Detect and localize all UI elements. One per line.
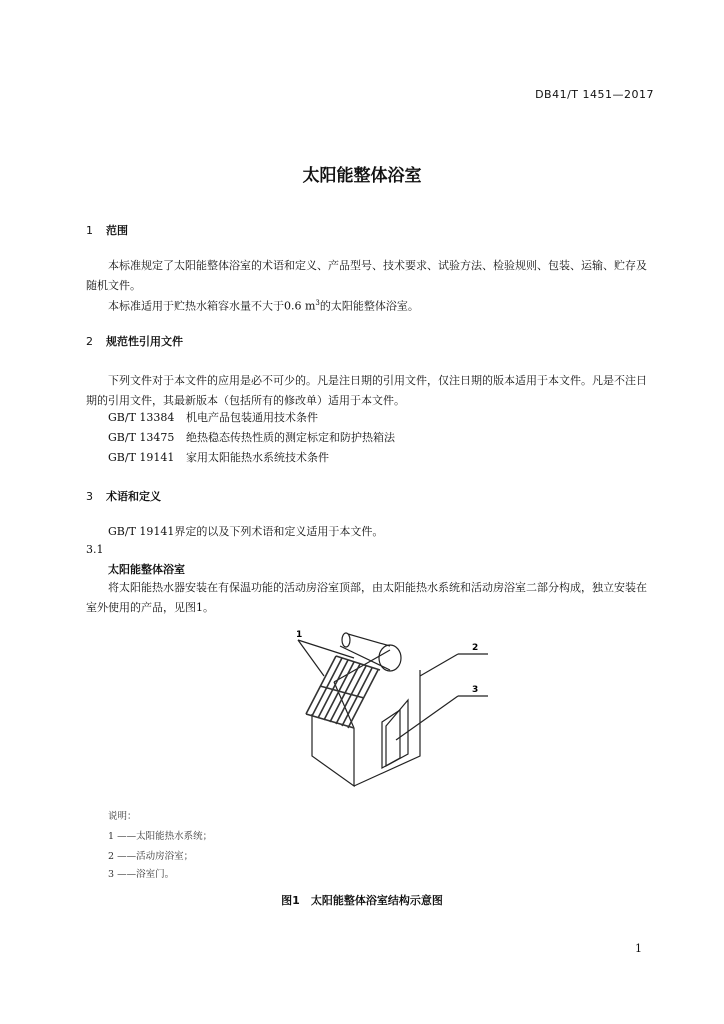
reference-code: GB/T 13384 — [108, 411, 175, 424]
callout-2: 2 — [472, 643, 479, 653]
diagram-svg — [262, 628, 502, 798]
shower-room-diagram — [262, 628, 502, 802]
section-3-heading — [86, 488, 161, 504]
page-number: 1 — [635, 942, 642, 955]
section-3-number: 3 — [86, 490, 93, 503]
water-tank — [379, 645, 401, 671]
section-2-title: 规范性引用文件 — [106, 335, 183, 348]
section-3-title: 术语和定义 — [106, 490, 161, 503]
reference-title: 机电产品包装通用技术条件 — [186, 411, 318, 424]
section-1-paragraph-2-text: 本标准适用于贮热水箱容水量不大于0.6 m — [108, 299, 316, 313]
section-1-title: 范围 — [106, 224, 128, 237]
document-code: DB41/T 1451—2017 — [535, 88, 654, 101]
section-1-paragraph-1: 本标准规定了太阳能整体浴室的术语和定义、产品型号、技术要求、试验方法、检验规则、包装、运输、贮存及随机文件。 — [86, 259, 647, 292]
document-title: 太阳能整体浴室 — [302, 166, 422, 186]
callout-1: 1 — [296, 630, 303, 640]
section-2-number: 2 — [86, 335, 93, 348]
reference-code: GB/T 19141 — [108, 451, 175, 464]
figure-caption: 图1 太阳能整体浴室结构示意图 — [281, 894, 443, 907]
reference-item — [108, 409, 318, 425]
reference-item — [108, 429, 395, 445]
term-name: 太阳能整体浴室 — [108, 563, 185, 576]
section-1-paragraph-2-tail: 的太阳能整体浴室。 — [319, 299, 419, 313]
section-2-heading — [86, 333, 183, 349]
reference-title: 家用太阳能热水系统技术条件 — [186, 451, 329, 464]
section-2-paragraph: 下列文件对于本文件的应用是必不可少的。凡是注日期的引用文件，仅注日期的版本适用于本文件。凡是不注日期的引用文件，其最新版本（包括所有的修改单）适用于本文件。 — [86, 374, 647, 407]
section-3-intro: GB/T 19141界定的以及下列术语和定义适用于本文件。 — [108, 525, 384, 538]
reference-title: 绝热稳态传热性质的测定标定和防护热箱法 — [186, 431, 395, 444]
front-wall — [312, 714, 354, 786]
reference-code: GB/T 13475 — [108, 431, 175, 444]
section-1-paragraph-2 — [86, 293, 656, 317]
reference-item — [108, 449, 329, 465]
legend-item: 3 ——浴室门。 — [108, 869, 175, 880]
legend-item: 1 ——太阳能热水系统； — [108, 831, 213, 842]
door-panel — [386, 700, 408, 766]
term-definition: 将太阳能热水器安装在有保温功能的活动房浴室顶部，由太阳能热水系统和活动房浴室二部分构成，独立安装在室外使用的产品，见图1。 — [86, 581, 647, 614]
section-1-number: 1 — [86, 224, 93, 237]
side-wall — [354, 670, 420, 786]
section-1-heading — [86, 222, 128, 238]
legend-title: 说明： — [108, 811, 137, 822]
cubic-superscript: 3 — [315, 299, 320, 307]
callout-3: 3 — [472, 685, 479, 695]
legend-item: 2 ——活动房浴室； — [108, 851, 194, 862]
term-number: 3.1 — [86, 543, 104, 556]
